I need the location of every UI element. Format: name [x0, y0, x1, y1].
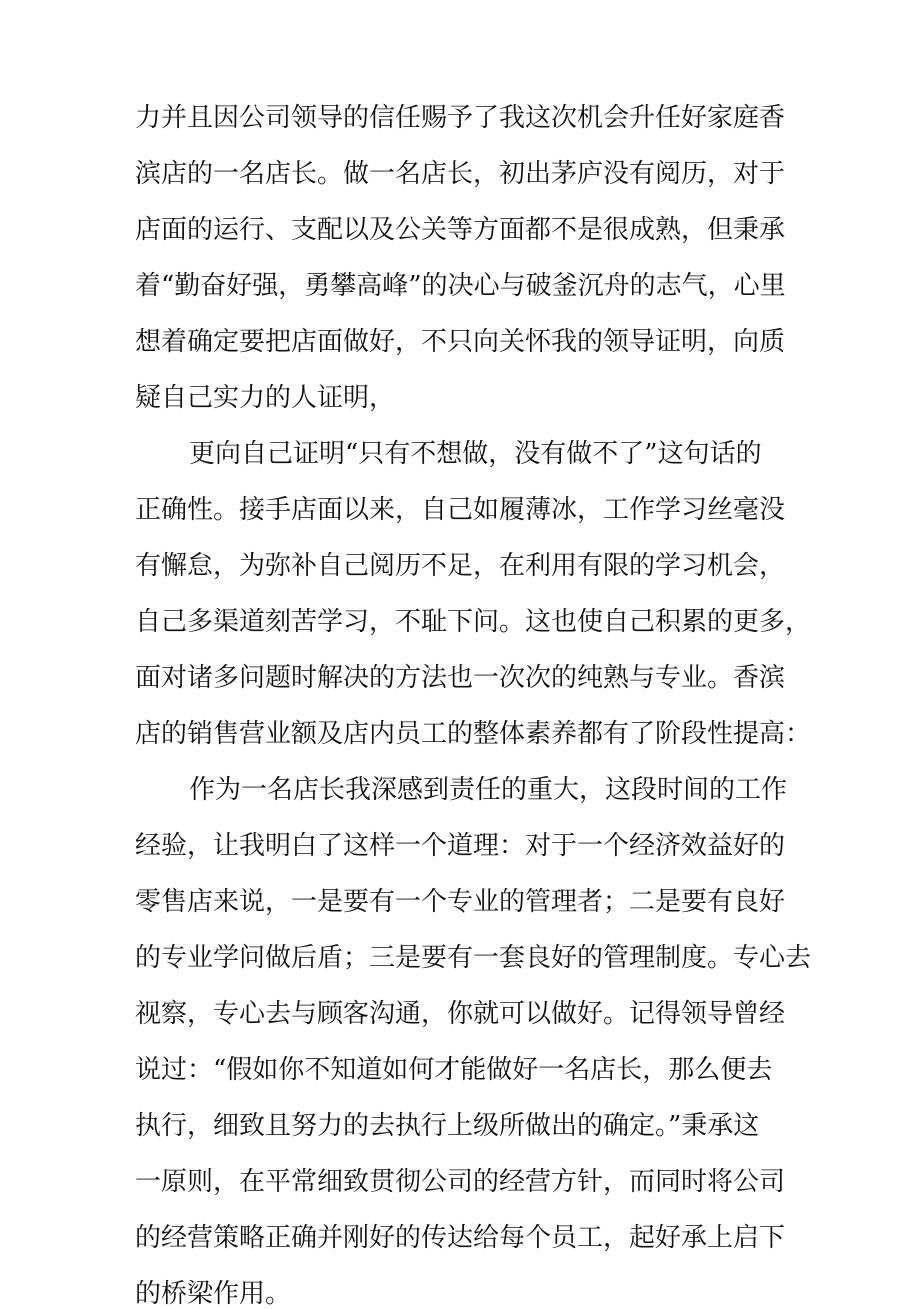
- text-line: 店面的运行、支配以及公关等方面都不是很成熟，但秉承: [135, 215, 786, 245]
- text-line: 一原则，在平常细致贯彻公司的经营方针，而同时将公司: [135, 1167, 786, 1197]
- text-line: 说过：“假如你不知道如何才能做好一名店长，那么便去: [135, 1055, 773, 1085]
- text-line: 力并且因公司领导的信任赐予了我这次机会升任好家庭香: [135, 103, 786, 133]
- text-line: 自己多渠道刻苦学习，不耻下问。这也使自己积累的更多，: [135, 607, 812, 637]
- text-line: 着“勤奋好强，勇攀高峰”的决心与破釜沉舟的志气，心里: [135, 271, 786, 301]
- text-line: 店的销售营业额及店内员工的整体素养都有了阶段性提高：: [135, 719, 812, 749]
- text-line: 执行，细致且努力的去执行上级所做出的确定。”秉承这: [135, 1111, 760, 1141]
- text-line: 的专业学问做后盾；三是要有一套良好的管理制度。专心去: [135, 943, 812, 973]
- text-line: 视察，专心去与顾客沟通，你就可以做好。记得领导曾经: [135, 999, 786, 1029]
- text-line: 经验，让我明白了这样一个道理：对于一个经济效益好的: [135, 831, 786, 861]
- text-line: 的桥梁作用。: [135, 1279, 292, 1309]
- text-line: 面对诸多问题时解决的方法也一次次的纯熟与专业。香滨: [135, 663, 786, 693]
- text-line: 零售店来说，一是要有一个专业的管理者；二是要有良好: [135, 887, 786, 917]
- text-line: 滨店的一名店长。做一名店长，初出茅庐没有阅历，对于: [135, 159, 786, 189]
- text-line: 想着确定要把店面做好，不只向关怀我的领导证明，向质: [135, 327, 786, 357]
- text-line: 的经营策略正确并刚好的传达给每个员工，起好承上启下: [135, 1223, 786, 1253]
- paragraph-first-line: 更向自己证明“只有不想做，没有做不了”这句话的: [189, 439, 762, 469]
- text-line: 正确性。接手店面以来，自己如履薄冰，工作学习丝毫没: [135, 495, 786, 525]
- text-line: 疑自己实力的人证明，: [135, 383, 396, 413]
- paragraph-first-line: 作为一名店长我深感到责任的重大，这段时间的工作: [189, 775, 788, 805]
- text-line: 有懈怠，为弥补自己阅历不足，在利用有限的学习机会，: [135, 551, 786, 581]
